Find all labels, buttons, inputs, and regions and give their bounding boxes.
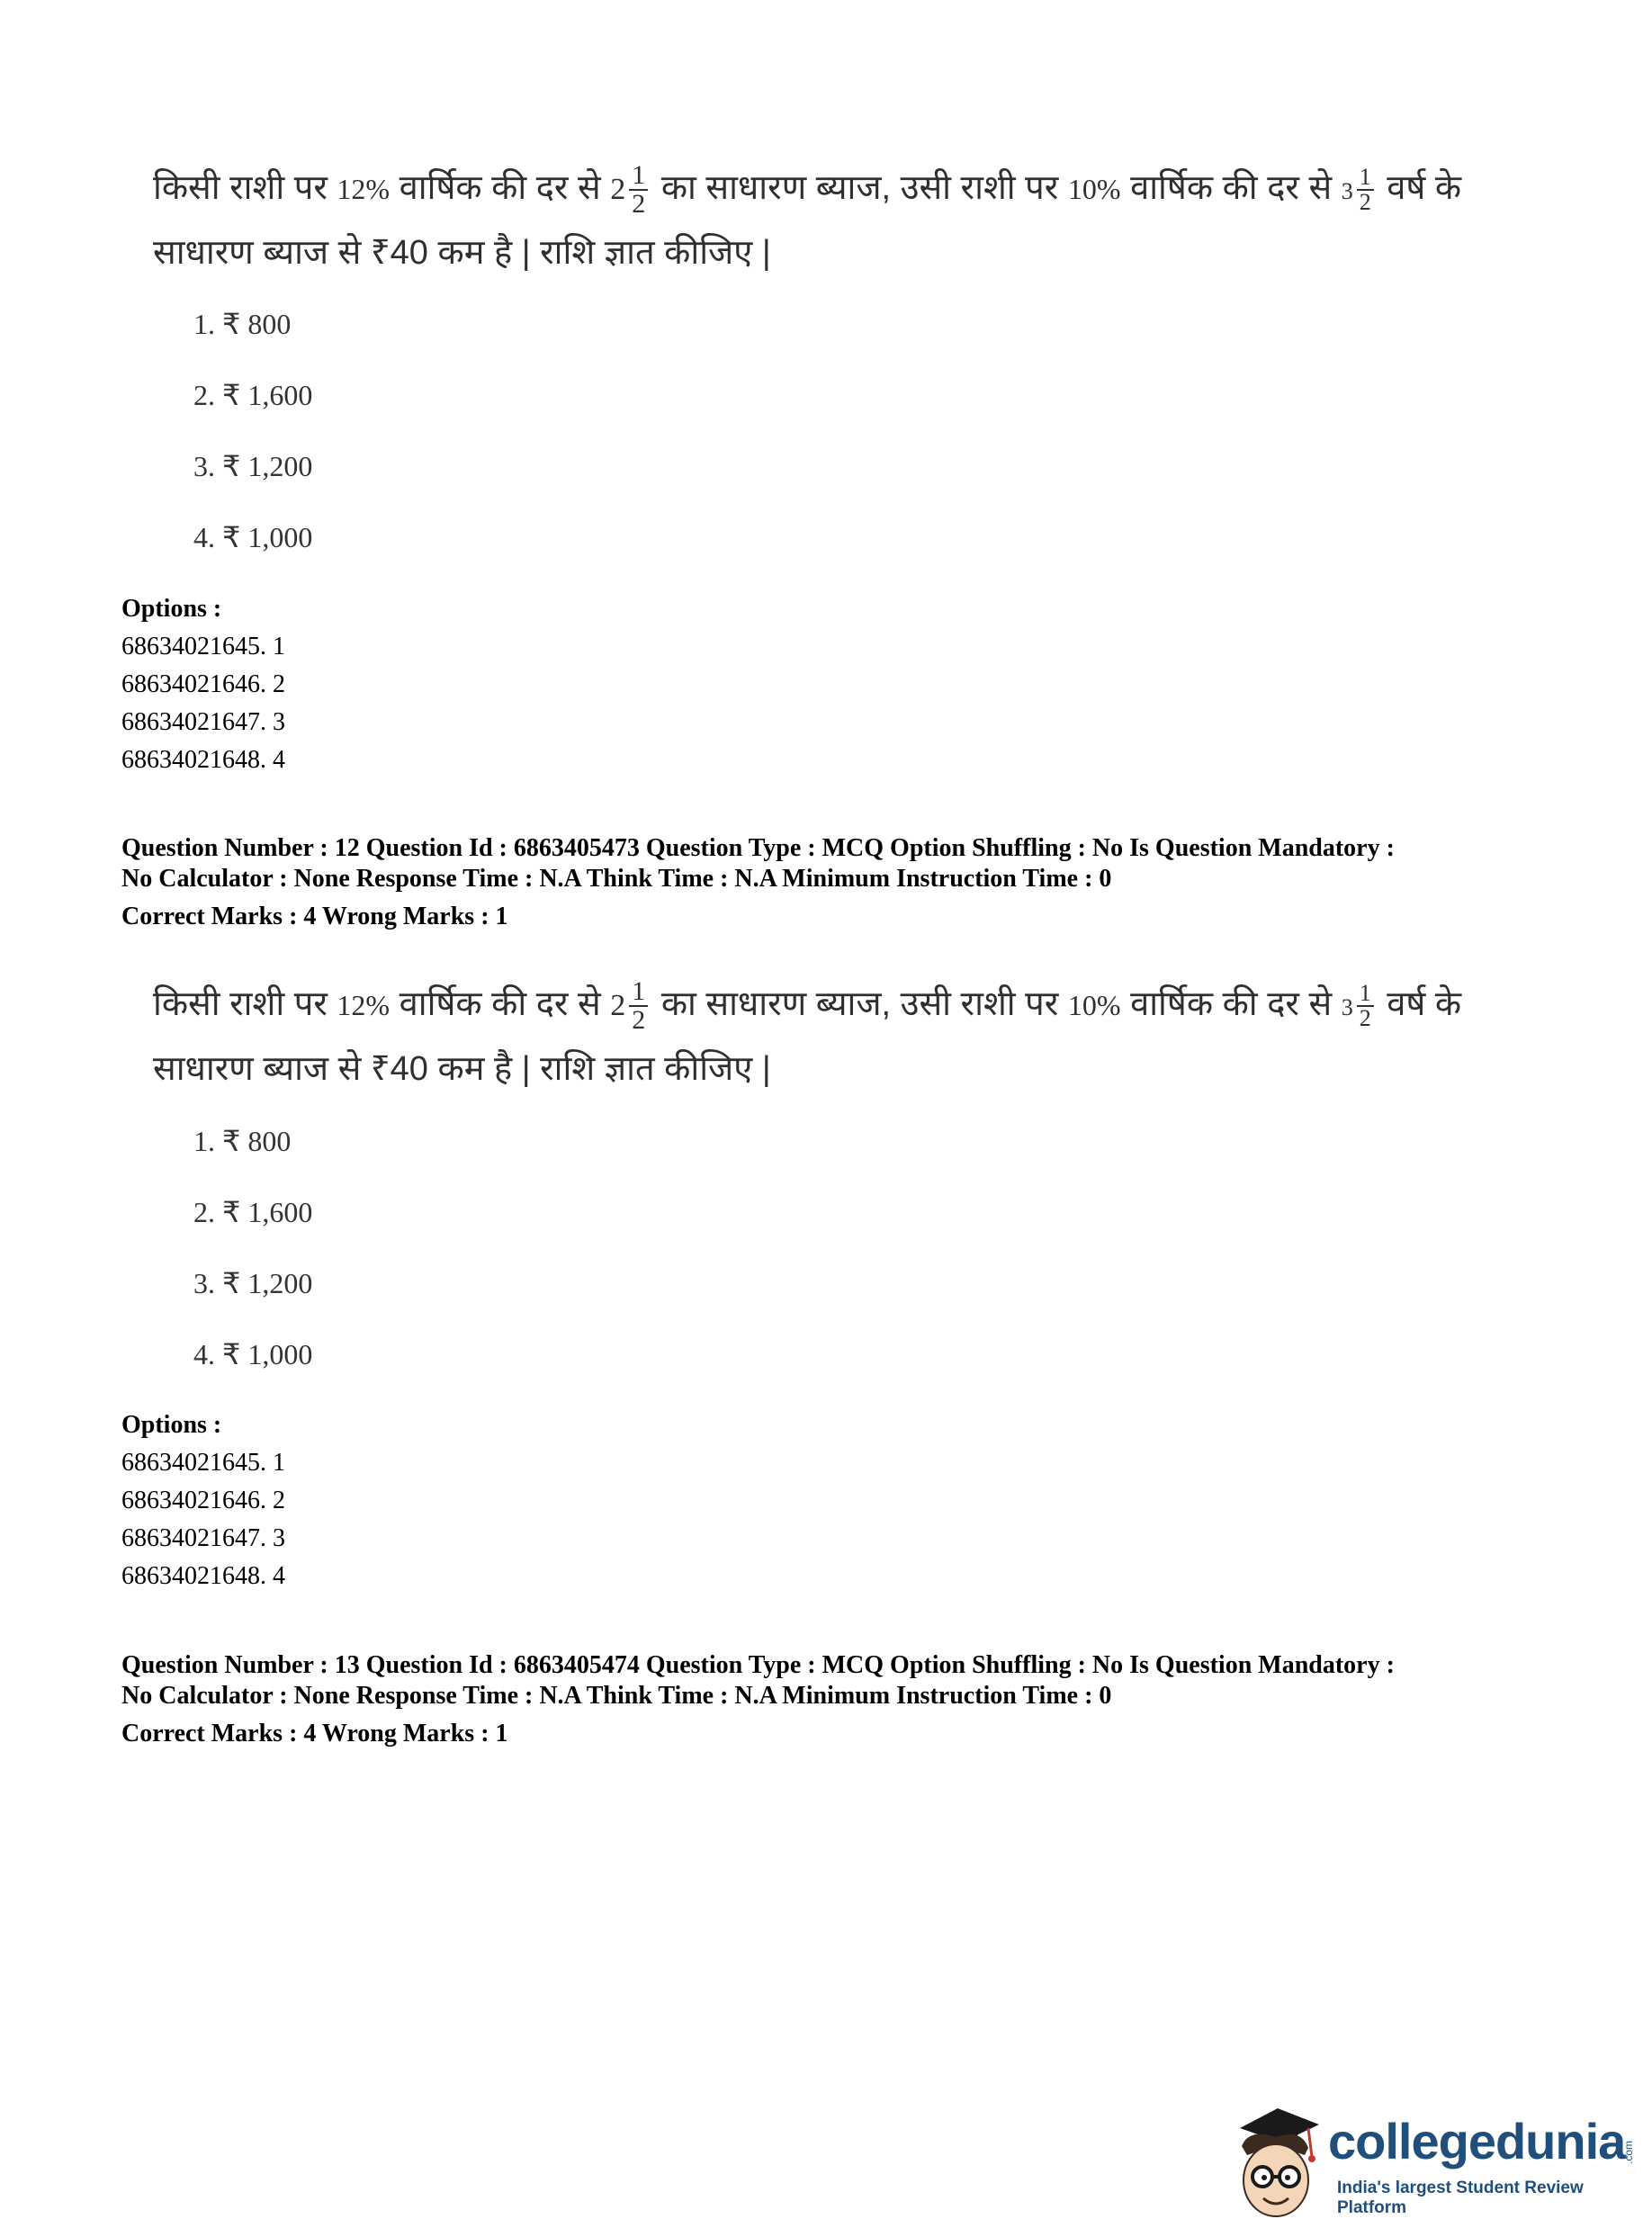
option-item: 68634021648. 4: [121, 1562, 285, 1590]
text: वार्षिक की दर से: [390, 985, 611, 1023]
text: किसी राशी पर: [153, 169, 337, 207]
question-13-meta: [121, 1650, 1561, 1749]
fraction-1: [629, 975, 648, 1035]
option-item: 68634021647. 3: [121, 1524, 285, 1552]
rate-2: 10%: [1067, 173, 1121, 205]
option-item: 68634021646. 2: [121, 1487, 285, 1514]
denominator: 2: [632, 1004, 646, 1035]
numerator: 1: [1357, 166, 1374, 191]
text: वर्ष के: [1377, 985, 1462, 1023]
numerator: 1: [1357, 982, 1374, 1007]
question-12-meta: [121, 833, 1561, 932]
choice-item: 1. ₹ 800: [193, 308, 292, 340]
choice-item: 4. ₹ 1,000: [193, 1338, 313, 1370]
amount: ₹40: [370, 234, 428, 272]
meta-line-1: Question Number : 13 Question Id : 6863405474 Question Type : MCQ Option Shuffling : No Is Question Mandatory :: [121, 1651, 1395, 1679]
option-item: 68634021645. 1: [121, 633, 285, 660]
fraction-1: [629, 159, 648, 219]
marks-line: Correct Marks : 4 Wrong Marks : 1: [121, 903, 508, 930]
question-text-1: [153, 157, 1467, 283]
meta-line-2: No Calculator : None Response Time : N.A Think Time : N.A Minimum Instruction Time : 0: [121, 1682, 1112, 1710]
logo-tagline: India's largest Student Review Platform: [1337, 2179, 1584, 2217]
mascot-icon: [1222, 2101, 1330, 2223]
meta-line-2: No Calculator : None Response Time : N.A Think Time : N.A Minimum Instruction Time : 0: [121, 865, 1112, 893]
whole-2: 3: [1341, 178, 1353, 204]
collegedunia-logo: [1222, 2101, 1645, 2223]
option-item: 68634021646. 2: [121, 670, 285, 698]
option-item: 68634021648. 4: [121, 746, 285, 774]
choice-item: 2. ₹ 1,600: [193, 1196, 313, 1228]
rate-2: 10%: [1067, 989, 1121, 1021]
option-item: 68634021647. 3: [121, 708, 285, 736]
rate-1: 12%: [337, 989, 391, 1021]
options-list-2: [121, 1406, 285, 1595]
answer-choices-1: [193, 306, 312, 590]
marks-line: Correct Marks : 4 Wrong Marks : 1: [121, 1720, 508, 1747]
choice-item: 3. ₹ 1,200: [193, 450, 313, 482]
whole-2: 3: [1341, 994, 1353, 1020]
numerator: 1: [629, 978, 648, 1007]
denominator: 2: [1359, 188, 1371, 215]
text: वर्ष के: [1377, 169, 1462, 207]
answer-choices-2: [193, 1123, 312, 1407]
whole-1: 2: [610, 173, 626, 206]
numerator: 1: [629, 162, 648, 191]
denominator: 2: [1359, 1004, 1371, 1031]
amount: ₹40: [370, 1050, 428, 1088]
option-item: 68634021645. 1: [121, 1449, 285, 1477]
text: किसी राशी पर: [153, 985, 337, 1023]
text: वार्षिक की दर से: [1120, 169, 1342, 207]
choice-item: 1. ₹ 800: [193, 1125, 292, 1157]
choice-item: 2. ₹ 1,600: [193, 379, 313, 411]
logo-com: .com: [1622, 2141, 1635, 2165]
choice-item: 3. ₹ 1,200: [193, 1267, 313, 1299]
text: का साधारण ब्याज, उसी राशी पर: [651, 985, 1068, 1023]
rate-1: 12%: [337, 173, 391, 205]
question-text-2: [153, 974, 1467, 1100]
text: कम है | राशि ज्ञात कीजिए |: [427, 234, 771, 272]
whole-1: 2: [610, 989, 626, 1022]
fraction-2: [1357, 163, 1374, 215]
text: साधारण ब्याज से: [153, 234, 371, 272]
options-label: Options :: [121, 595, 222, 623]
choice-item: 4. ₹ 1,000: [193, 521, 313, 553]
text: कम है | राशि ज्ञात कीजिए |: [427, 1050, 771, 1088]
denominator: 2: [632, 188, 646, 219]
meta-line-1: Question Number : 12 Question Id : 6863405473 Question Type : MCQ Option Shuffling : No Is Question Mandatory :: [121, 834, 1395, 862]
options-list-1: [121, 590, 285, 779]
fraction-2: [1357, 979, 1374, 1031]
text: वार्षिक की दर से: [390, 169, 611, 207]
text: वार्षिक की दर से: [1120, 985, 1342, 1023]
text: साधारण ब्याज से: [153, 1050, 371, 1088]
logo-name: collegedunia: [1328, 2113, 1626, 2170]
text: का साधारण ब्याज, उसी राशी पर: [651, 169, 1068, 207]
options-label: Options :: [121, 1411, 222, 1439]
